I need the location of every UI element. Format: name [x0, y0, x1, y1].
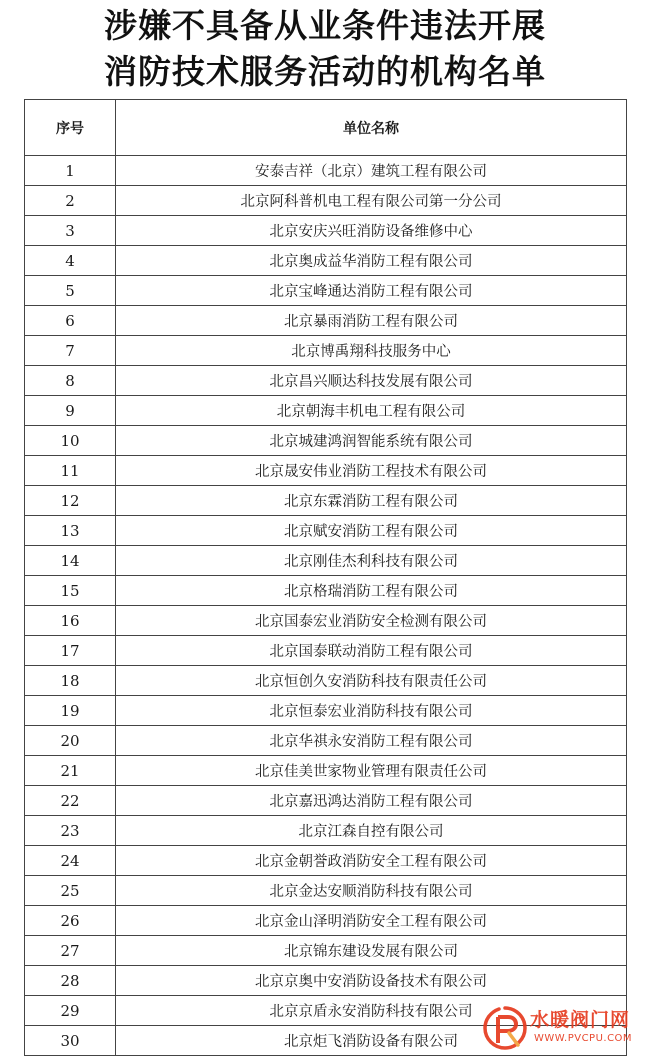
table-row	[25, 846, 627, 876]
table-row	[25, 246, 627, 276]
row-unit-name: 北京恒创久安消防科技有限责任公司	[116, 666, 627, 696]
row-index: 25	[25, 876, 116, 906]
row-index: 8	[25, 366, 116, 396]
row-unit-name: 北京金达安顺消防科技有限公司	[116, 876, 627, 906]
row-index: 6	[25, 306, 116, 336]
table-row	[25, 426, 627, 456]
row-unit-name: 北京华祺永安消防工程有限公司	[116, 726, 627, 756]
table-row	[25, 966, 627, 996]
row-unit-name: 北京金山泽明消防安全工程有限公司	[116, 906, 627, 936]
row-index: 23	[25, 816, 116, 846]
row-index: 9	[25, 396, 116, 426]
row-unit-name: 北京奥成益华消防工程有限公司	[116, 246, 627, 276]
table-row	[25, 636, 627, 666]
table-row	[25, 576, 627, 606]
row-unit-name: 北京刚佳杰利科技有限公司	[116, 546, 627, 576]
table-row	[25, 456, 627, 486]
row-unit-name: 北京京盾永安消防科技有限公司	[116, 996, 627, 1026]
table-row	[25, 366, 627, 396]
row-index: 29	[25, 996, 116, 1026]
row-index: 27	[25, 936, 116, 966]
row-unit-name: 北京东霖消防工程有限公司	[116, 486, 627, 516]
row-index: 7	[25, 336, 116, 366]
table-row	[25, 156, 627, 186]
row-unit-name: 北京博禹翔科技服务中心	[116, 336, 627, 366]
row-unit-name: 北京金朝誉政消防安全工程有限公司	[116, 846, 627, 876]
row-index: 17	[25, 636, 116, 666]
row-unit-name: 北京城建鸿润智能系统有限公司	[116, 426, 627, 456]
row-index: 10	[25, 426, 116, 456]
table-row	[25, 546, 627, 576]
row-unit-name: 北京江森自控有限公司	[116, 816, 627, 846]
row-unit-name: 北京昌兴顺达科技发展有限公司	[116, 366, 627, 396]
table-row	[25, 336, 627, 366]
row-unit-name: 北京国泰宏业消防安全检测有限公司	[116, 606, 627, 636]
row-index: 30	[25, 1026, 116, 1056]
table-header-row	[25, 100, 627, 156]
row-unit-name: 北京嘉迅鸿达消防工程有限公司	[116, 786, 627, 816]
row-unit-name: 北京国泰联动消防工程有限公司	[116, 636, 627, 666]
table-row	[25, 186, 627, 216]
row-unit-name: 北京炬飞消防设备有限公司	[116, 1026, 627, 1056]
table-row	[25, 486, 627, 516]
table-row	[25, 606, 627, 636]
row-unit-name: 安泰吉祥（北京）建筑工程有限公司	[116, 156, 627, 186]
table-row	[25, 756, 627, 786]
table-row	[25, 696, 627, 726]
row-unit-name: 北京佳美世家物业管理有限责任公司	[116, 756, 627, 786]
row-index: 28	[25, 966, 116, 996]
row-unit-name: 北京赋安消防工程有限公司	[116, 516, 627, 546]
row-index: 16	[25, 606, 116, 636]
row-unit-name: 北京暴雨消防工程有限公司	[116, 306, 627, 336]
header-unit-name: 单位名称	[116, 100, 627, 156]
row-unit-name: 北京京奥中安消防设备技术有限公司	[116, 966, 627, 996]
row-index: 5	[25, 276, 116, 306]
table-row	[25, 276, 627, 306]
row-index: 21	[25, 756, 116, 786]
row-index: 15	[25, 576, 116, 606]
header-index: 序号	[25, 100, 116, 156]
table-row	[25, 726, 627, 756]
table-row	[25, 216, 627, 246]
row-unit-name: 北京阿科普机电工程有限公司第一分公司	[116, 186, 627, 216]
document-title-line-1: 涉嫌不具备从业条件违法开展	[104, 6, 546, 45]
row-unit-name: 北京安庆兴旺消防设备维修中心	[116, 216, 627, 246]
table-row	[25, 396, 627, 426]
row-index: 2	[25, 186, 116, 216]
document-title-line-2: 消防技术服务活动的机构名单	[104, 52, 546, 91]
table-row	[25, 786, 627, 816]
table-row	[25, 936, 627, 966]
row-index: 13	[25, 516, 116, 546]
row-index: 1	[25, 156, 116, 186]
site-logo-icon	[482, 1005, 528, 1051]
row-index: 24	[25, 846, 116, 876]
table-row	[25, 666, 627, 696]
institution-list-table	[24, 99, 627, 1056]
row-index: 22	[25, 786, 116, 816]
row-index: 18	[25, 666, 116, 696]
row-unit-name: 北京晟安伟业消防工程技术有限公司	[116, 456, 627, 486]
table-row	[25, 906, 627, 936]
row-unit-name: 北京宝峰通达消防工程有限公司	[116, 276, 627, 306]
row-index: 14	[25, 546, 116, 576]
row-unit-name: 北京格瑞消防工程有限公司	[116, 576, 627, 606]
row-index: 20	[25, 726, 116, 756]
site-watermark	[482, 1005, 644, 1051]
row-index: 12	[25, 486, 116, 516]
table-row	[25, 516, 627, 546]
row-index: 4	[25, 246, 116, 276]
row-unit-name: 北京恒泰宏业消防科技有限公司	[116, 696, 627, 726]
row-index: 26	[25, 906, 116, 936]
row-unit-name: 北京朝海丰机电工程有限公司	[116, 396, 627, 426]
row-index: 11	[25, 456, 116, 486]
row-index: 19	[25, 696, 116, 726]
table-row	[25, 876, 627, 906]
table-row	[25, 306, 627, 336]
row-index: 3	[25, 216, 116, 246]
row-unit-name: 北京锦东建设发展有限公司	[116, 936, 627, 966]
site-name: 水暖阀门网	[530, 1009, 631, 1031]
site-url: WWW.PVCPU.COM	[534, 1033, 633, 1044]
table-row	[25, 816, 627, 846]
